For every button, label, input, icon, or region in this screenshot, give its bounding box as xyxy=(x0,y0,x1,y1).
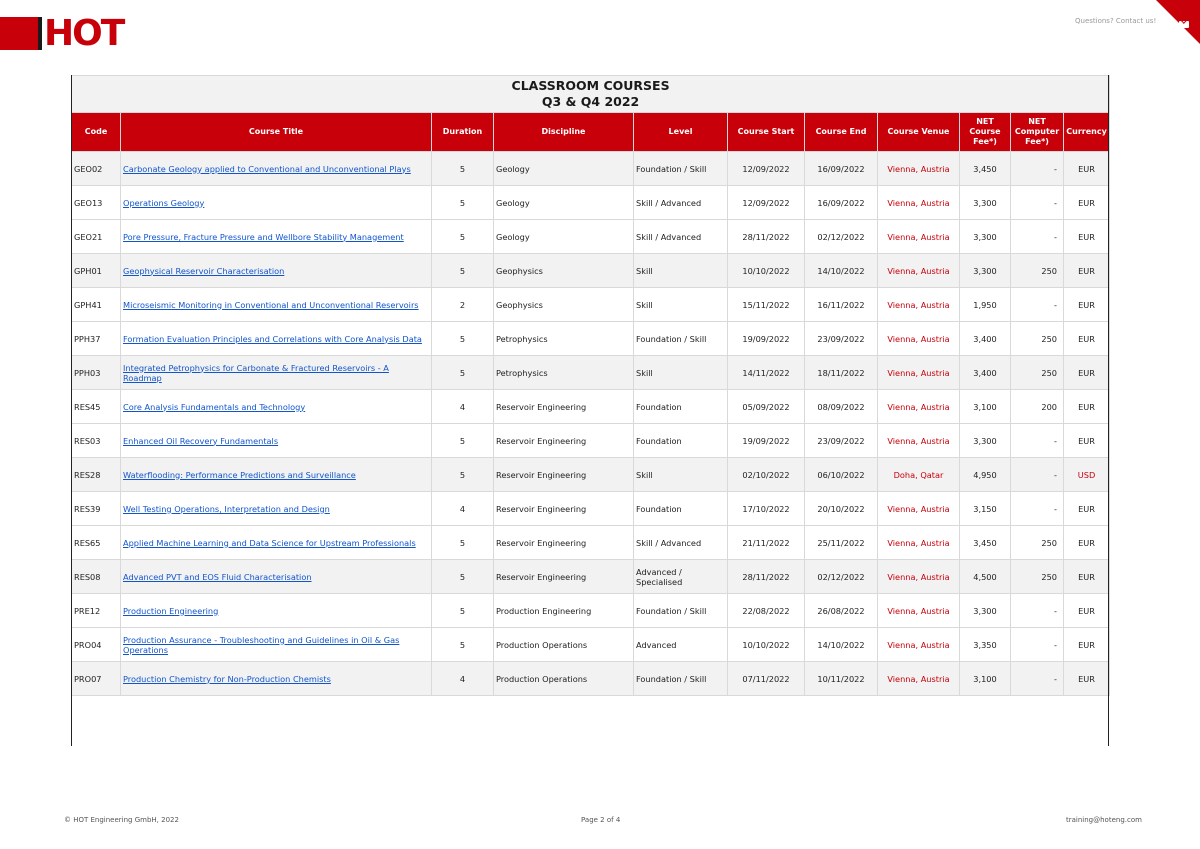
cell-code: RES08 xyxy=(72,560,121,594)
cell-computer-fee: 250 xyxy=(1011,322,1064,356)
cell-course-fee: 3,450 xyxy=(960,526,1011,560)
cell-course-venue: Vienna, Austria xyxy=(878,288,960,322)
course-title-link[interactable]: Operations Geology xyxy=(123,197,205,208)
cell-discipline: Reservoir Engineering xyxy=(494,390,634,424)
cell-discipline: Geology xyxy=(494,152,634,186)
cell-computer-fee: - xyxy=(1011,424,1064,458)
cell-code: PPH03 xyxy=(72,356,121,390)
cell-duration: 5 xyxy=(432,254,494,288)
column-header: Currency xyxy=(1064,113,1110,152)
cell-course-start: 21/11/2022 xyxy=(728,526,805,560)
cell-duration: 5 xyxy=(432,356,494,390)
course-title-link[interactable]: Enhanced Oil Recovery Fundamentals xyxy=(123,435,279,446)
cell-course-fee: 3,100 xyxy=(960,390,1011,424)
cell-currency: EUR xyxy=(1064,662,1110,696)
table-row xyxy=(72,220,1110,254)
column-header: NET Course Fee*) xyxy=(960,113,1011,152)
course-title-link[interactable]: Carbonate Geology applied to Conventional and Unconventional Plays xyxy=(123,163,411,174)
cell-discipline: Reservoir Engineering xyxy=(494,458,634,492)
cell-level: Skill xyxy=(634,458,728,492)
cell-course-end: 02/12/2022 xyxy=(805,560,878,594)
cell-code: PRO07 xyxy=(72,662,121,696)
cell-discipline: Reservoir Engineering xyxy=(494,492,634,526)
cell-level: Foundation xyxy=(634,492,728,526)
cell-course-fee: 3,350 xyxy=(960,628,1011,662)
cell-course-end: 14/10/2022 xyxy=(805,254,878,288)
table-row xyxy=(72,152,1110,186)
cell-course-end: 02/12/2022 xyxy=(805,220,878,254)
cell-course-venue: Vienna, Austria xyxy=(878,594,960,628)
cell-duration: 5 xyxy=(432,220,494,254)
cell-course-end: 10/11/2022 xyxy=(805,662,878,696)
cell-computer-fee: 250 xyxy=(1011,526,1064,560)
table-row xyxy=(72,424,1110,458)
cell-currency: EUR xyxy=(1064,424,1110,458)
courses-table xyxy=(71,75,1110,696)
cell-course-start: 17/10/2022 xyxy=(728,492,805,526)
cell-duration: 5 xyxy=(432,186,494,220)
cell-level: Foundation / Skill xyxy=(634,322,728,356)
table-header-row xyxy=(72,113,1110,152)
cell-currency: EUR xyxy=(1064,594,1110,628)
cell-course-fee: 3,300 xyxy=(960,254,1011,288)
cell-course-fee: 3,400 xyxy=(960,356,1011,390)
cell-course-fee: 3,300 xyxy=(960,424,1011,458)
cell-code: RES39 xyxy=(72,492,121,526)
cell-course-end: 25/11/2022 xyxy=(805,526,878,560)
cell-currency: EUR xyxy=(1064,628,1110,662)
cell-computer-fee: - xyxy=(1011,628,1064,662)
cell-course-venue: Vienna, Austria xyxy=(878,322,960,356)
footer-page-number: Page 2 of 4 xyxy=(581,816,621,824)
cell-discipline: Production Engineering xyxy=(494,594,634,628)
cell-duration: 2 xyxy=(432,288,494,322)
cell-duration: 5 xyxy=(432,458,494,492)
course-title-link[interactable]: Pore Pressure, Fracture Pressure and Wellbore Stability Management xyxy=(123,231,404,242)
cell-course-start: 07/11/2022 xyxy=(728,662,805,696)
cell-course-fee: 4,500 xyxy=(960,560,1011,594)
cell-duration: 5 xyxy=(432,424,494,458)
cell-level: Foundation / Skill xyxy=(634,662,728,696)
cell-currency: EUR xyxy=(1064,288,1110,322)
cell-course-venue: Vienna, Austria xyxy=(878,254,960,288)
cell-course-start: 22/08/2022 xyxy=(728,594,805,628)
cell-computer-fee: 200 xyxy=(1011,390,1064,424)
cell-code: PRE12 xyxy=(72,594,121,628)
cell-course-venue: Vienna, Austria xyxy=(878,186,960,220)
cell-computer-fee: 250 xyxy=(1011,254,1064,288)
table-body xyxy=(72,152,1110,696)
cell-level: Foundation / Skill xyxy=(634,152,728,186)
cell-course-start: 19/09/2022 xyxy=(728,322,805,356)
mail-icon[interactable] xyxy=(1179,21,1189,28)
cell-code: GEO02 xyxy=(72,152,121,186)
cell-duration: 4 xyxy=(432,492,494,526)
cell-code: PPH37 xyxy=(72,322,121,356)
cell-course-venue: Vienna, Austria xyxy=(878,628,960,662)
cell-currency: EUR xyxy=(1064,492,1110,526)
cell-level: Foundation xyxy=(634,424,728,458)
table-row xyxy=(72,662,1110,696)
cell-course-venue: Vienna, Austria xyxy=(878,492,960,526)
cell-course-end: 08/09/2022 xyxy=(805,390,878,424)
cell-course-fee: 3,100 xyxy=(960,662,1011,696)
cell-course-start: 10/10/2022 xyxy=(728,254,805,288)
cell-computer-fee: - xyxy=(1011,288,1064,322)
course-title-link[interactable]: Well Testing Operations, Interpretation and Design xyxy=(123,503,330,514)
cell-course-start: 19/09/2022 xyxy=(728,424,805,458)
cell-course-venue: Vienna, Austria xyxy=(878,152,960,186)
cell-code: RES03 xyxy=(72,424,121,458)
cell-duration: 5 xyxy=(432,594,494,628)
course-title-link[interactable]: Geophysical Reservoir Characterisation xyxy=(123,265,285,276)
cell-code: RES45 xyxy=(72,390,121,424)
cell-course-title xyxy=(121,390,432,424)
cell-course-end: 23/09/2022 xyxy=(805,424,878,458)
column-header: NET Computer Fee*) xyxy=(1011,113,1064,152)
logo-red-bar xyxy=(0,17,38,50)
cell-course-venue: Vienna, Austria xyxy=(878,356,960,390)
cell-level: Advanced xyxy=(634,628,728,662)
cell-course-end: 06/10/2022 xyxy=(805,458,878,492)
cell-computer-fee: - xyxy=(1011,662,1064,696)
cell-duration: 5 xyxy=(432,628,494,662)
table-row xyxy=(72,322,1110,356)
cell-course-title xyxy=(121,356,432,390)
cell-currency: EUR xyxy=(1064,186,1110,220)
cell-duration: 4 xyxy=(432,662,494,696)
cell-course-end: 18/11/2022 xyxy=(805,356,878,390)
cell-code: GEO13 xyxy=(72,186,121,220)
cell-currency: EUR xyxy=(1064,390,1110,424)
cell-course-venue: Vienna, Austria xyxy=(878,560,960,594)
cell-level: Skill / Advanced xyxy=(634,186,728,220)
cell-course-start: 12/09/2022 xyxy=(728,152,805,186)
cell-discipline: Geology xyxy=(494,220,634,254)
table-row xyxy=(72,594,1110,628)
cell-discipline: Production Operations xyxy=(494,628,634,662)
cell-course-venue: Vienna, Austria xyxy=(878,662,960,696)
cell-code: RES28 xyxy=(72,458,121,492)
column-header: Code xyxy=(72,113,121,152)
table-row xyxy=(72,254,1110,288)
cell-code: RES65 xyxy=(72,526,121,560)
cell-discipline: Geology xyxy=(494,186,634,220)
course-title-link[interactable]: Formation Evaluation Principles and Correlations with Core Analysis Data xyxy=(123,333,422,344)
cell-course-fee: 3,450 xyxy=(960,152,1011,186)
table-row xyxy=(72,492,1110,526)
cell-course-start: 02/10/2022 xyxy=(728,458,805,492)
table-row xyxy=(72,356,1110,390)
column-header: Course Title xyxy=(121,113,432,152)
cell-course-fee: 1,950 xyxy=(960,288,1011,322)
course-title-link[interactable]: Core Analysis Fundamentals and Technology xyxy=(123,401,306,412)
cell-course-title xyxy=(121,322,432,356)
cell-course-title xyxy=(121,424,432,458)
cell-course-fee: 4,950 xyxy=(960,458,1011,492)
course-title-link[interactable]: Applied Machine Learning and Data Science for Upstream Professionals xyxy=(123,537,416,548)
cell-discipline: Petrophysics xyxy=(494,356,634,390)
footer-copyright: © HOT Engineering GmbH, 2022 xyxy=(64,816,179,824)
cell-course-title xyxy=(121,628,432,662)
table-title-line1: CLASSROOM COURSES xyxy=(511,78,670,93)
cell-course-venue: Vienna, Austria xyxy=(878,526,960,560)
course-title-link[interactable]: Integrated Petrophysics for Carbonate & Fractured Reservoirs - A Roadmap xyxy=(123,362,389,383)
cell-course-venue: Doha, Qatar xyxy=(878,458,960,492)
cell-currency: USD xyxy=(1064,458,1110,492)
cell-code: GPH01 xyxy=(72,254,121,288)
cell-course-venue: Vienna, Austria xyxy=(878,220,960,254)
table-row xyxy=(72,526,1110,560)
course-title-link[interactable]: Waterflooding: Performance Predictions and Surveillance xyxy=(123,469,356,480)
cell-code: GPH41 xyxy=(72,288,121,322)
course-title-link[interactable]: Microseismic Monitoring in Conventional and Unconventional Reservoirs xyxy=(123,299,419,310)
cell-currency: EUR xyxy=(1064,254,1110,288)
cell-course-title xyxy=(121,526,432,560)
cell-course-start: 05/09/2022 xyxy=(728,390,805,424)
cell-course-fee: 3,300 xyxy=(960,220,1011,254)
cell-course-end: 23/09/2022 xyxy=(805,322,878,356)
cell-course-title xyxy=(121,254,432,288)
cell-course-title xyxy=(121,288,432,322)
cell-course-fee: 3,300 xyxy=(960,594,1011,628)
cell-computer-fee: - xyxy=(1011,492,1064,526)
cell-course-end: 16/11/2022 xyxy=(805,288,878,322)
cell-course-start: 14/11/2022 xyxy=(728,356,805,390)
cell-duration: 5 xyxy=(432,322,494,356)
cell-computer-fee: - xyxy=(1011,186,1064,220)
cell-duration: 5 xyxy=(432,526,494,560)
cell-level: Foundation / Skill xyxy=(634,594,728,628)
cell-currency: EUR xyxy=(1064,152,1110,186)
column-header: Level xyxy=(634,113,728,152)
cell-currency: EUR xyxy=(1064,220,1110,254)
cell-level: Skill / Advanced xyxy=(634,220,728,254)
table-row xyxy=(72,390,1110,424)
cell-computer-fee: - xyxy=(1011,458,1064,492)
course-title-link[interactable]: Production Assurance - Troubleshooting and Guidelines in Oil & Gas Operations xyxy=(123,634,400,655)
cell-course-venue: Vienna, Austria xyxy=(878,390,960,424)
table-row xyxy=(72,458,1110,492)
cell-computer-fee: - xyxy=(1011,594,1064,628)
cell-course-end: 16/09/2022 xyxy=(805,186,878,220)
cell-course-title xyxy=(121,662,432,696)
course-title-link[interactable]: Advanced PVT and EOS Fluid Characterisation xyxy=(123,571,312,582)
cell-computer-fee: 250 xyxy=(1011,560,1064,594)
contact-link[interactable]: Questions? Contact us! xyxy=(1075,17,1157,25)
cell-discipline: Geophysics xyxy=(494,288,634,322)
logo-dark-stem xyxy=(38,17,42,50)
cell-currency: EUR xyxy=(1064,322,1110,356)
table-title xyxy=(72,76,1110,113)
cell-duration: 4 xyxy=(432,390,494,424)
cell-level: Advanced / Specialised xyxy=(634,560,728,594)
table-row xyxy=(72,560,1110,594)
cell-currency: EUR xyxy=(1064,526,1110,560)
logo-text: HOT xyxy=(44,13,124,54)
cell-course-start: 12/09/2022 xyxy=(728,186,805,220)
cell-code: PRO04 xyxy=(72,628,121,662)
cell-computer-fee: - xyxy=(1011,220,1064,254)
cell-currency: EUR xyxy=(1064,560,1110,594)
column-header: Course Venue xyxy=(878,113,960,152)
cell-course-title xyxy=(121,492,432,526)
cell-course-start: 10/10/2022 xyxy=(728,628,805,662)
cell-course-start: 15/11/2022 xyxy=(728,288,805,322)
cell-currency: EUR xyxy=(1064,356,1110,390)
cell-course-start: 28/11/2022 xyxy=(728,560,805,594)
cell-level: Skill xyxy=(634,356,728,390)
cell-discipline: Production Operations xyxy=(494,662,634,696)
cell-code: GEO21 xyxy=(72,220,121,254)
cell-course-title xyxy=(121,220,432,254)
cell-duration: 5 xyxy=(432,560,494,594)
cell-level: Skill xyxy=(634,288,728,322)
cell-course-fee: 3,150 xyxy=(960,492,1011,526)
cell-level: Skill / Advanced xyxy=(634,526,728,560)
table-row xyxy=(72,186,1110,220)
cell-discipline: Petrophysics xyxy=(494,322,634,356)
cell-computer-fee: - xyxy=(1011,152,1064,186)
table-title-line2: Q3 & Q4 2022 xyxy=(541,94,640,109)
cell-course-title xyxy=(121,458,432,492)
cell-discipline: Reservoir Engineering xyxy=(494,424,634,458)
column-header: Course Start xyxy=(728,113,805,152)
cell-discipline: Geophysics xyxy=(494,254,634,288)
cell-level: Foundation xyxy=(634,390,728,424)
column-header: Course End xyxy=(805,113,878,152)
cell-course-fee: 3,300 xyxy=(960,186,1011,220)
column-header: Duration xyxy=(432,113,494,152)
column-header: Discipline xyxy=(494,113,634,152)
cell-course-end: 16/09/2022 xyxy=(805,152,878,186)
course-title-link[interactable]: Production Engineering xyxy=(123,605,219,616)
cell-course-title xyxy=(121,186,432,220)
cell-course-fee: 3,400 xyxy=(960,322,1011,356)
cell-level: Skill xyxy=(634,254,728,288)
cell-course-venue: Vienna, Austria xyxy=(878,424,960,458)
cell-course-title xyxy=(121,594,432,628)
cell-course-title xyxy=(121,560,432,594)
contact-corner[interactable] xyxy=(1156,0,1200,44)
cell-course-end: 20/10/2022 xyxy=(805,492,878,526)
cell-computer-fee: 250 xyxy=(1011,356,1064,390)
footer-email[interactable]: training@hoteng.com xyxy=(1066,816,1142,824)
course-title-link[interactable]: Production Chemistry for Non-Production Chemists xyxy=(123,673,331,684)
table-row xyxy=(72,628,1110,662)
cell-discipline: Reservoir Engineering xyxy=(494,560,634,594)
cell-course-end: 26/08/2022 xyxy=(805,594,878,628)
table-row xyxy=(72,288,1110,322)
cell-duration: 5 xyxy=(432,152,494,186)
cell-course-end: 14/10/2022 xyxy=(805,628,878,662)
cell-course-title xyxy=(121,152,432,186)
cell-course-start: 28/11/2022 xyxy=(728,220,805,254)
cell-discipline: Reservoir Engineering xyxy=(494,526,634,560)
